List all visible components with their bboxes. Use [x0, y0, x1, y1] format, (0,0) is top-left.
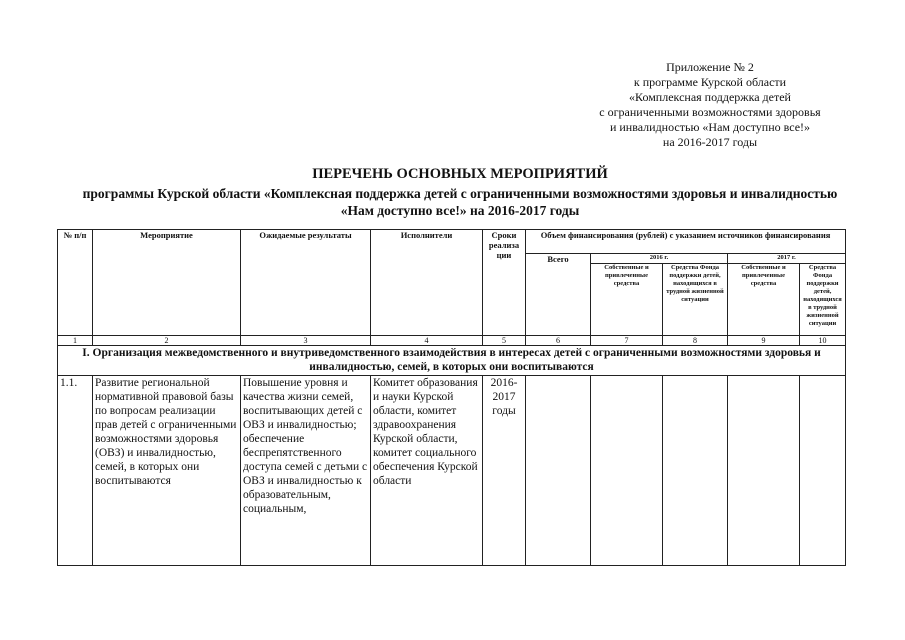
- annex-line-1: Приложение № 2: [666, 60, 754, 74]
- header-event: Мероприятие: [93, 230, 241, 336]
- column-number: 4: [371, 336, 483, 346]
- header-year-2016: 2016 г.: [591, 254, 728, 264]
- header-num: № п/п: [58, 230, 93, 336]
- header-year-2017: 2017 г.: [728, 254, 846, 264]
- annex-line-4: с ограниченными возможностями здоровья: [599, 105, 821, 119]
- header-fund-support-2017: Средства Фонда поддержки детей, находящихся в трудной жизненной ситуации: [800, 264, 846, 336]
- annex-line-5: и инвалидностью «Нам доступно все!»: [609, 120, 811, 134]
- section-title: I. Организация межведомственного и внутриведомственного взаимодействия в интересах детей с ограниченными возможностями здоровья и инвалидностью, семей, в которых они воспитываются: [58, 346, 846, 376]
- row-fund-2017: [800, 376, 846, 566]
- column-number: 9: [728, 336, 800, 346]
- header-results: Ожидаемые результаты: [241, 230, 371, 336]
- row-terms: 2016-2017 годы: [483, 376, 526, 566]
- table-row: [58, 376, 846, 566]
- annex-line-2: к программе Курской области: [633, 75, 787, 89]
- column-number: 3: [241, 336, 371, 346]
- document-title: ПЕРЕЧЕНЬ ОСНОВНЫХ МЕРОПРИЯТИЙ: [312, 166, 608, 182]
- header-own-funds-2017: Собственные и привлеченные средства: [728, 264, 800, 336]
- column-number: 7: [591, 336, 663, 346]
- row-event: Развитие региональной нормативной правовой базы по вопросам реализации прав детей с ограниченными возможностями здоровья (ОВЗ) и инвалидностью, семей, в которых они воспитываются: [93, 376, 241, 566]
- header-funding: Объем финансирования (рублей) с указанием источников финансирования: [526, 230, 846, 254]
- column-number: 6: [526, 336, 591, 346]
- annex-line-6: на 2016-2017 годы: [662, 135, 758, 149]
- row-own-2017: [728, 376, 800, 566]
- row-total: [526, 376, 591, 566]
- row-executors: Комитет образования и науки Курской области, комитет здравоохранения Курской области, комитет социального обеспечения Курской области: [371, 376, 483, 566]
- header-fund-support-2016: Средства Фонда поддержки детей, находящихся в трудной жизненной ситуации: [663, 264, 728, 336]
- row-num: 1.1.: [58, 376, 93, 566]
- annex-line-3: «Комплексная поддержка детей: [629, 90, 791, 104]
- column-number: 8: [663, 336, 728, 346]
- header-terms: Сроки реализа ции: [483, 230, 526, 336]
- column-number: 2: [93, 336, 241, 346]
- header-own-funds-2016: Собственные и привлеченные средства: [591, 264, 663, 336]
- annex-block: [560, 60, 860, 150]
- header-total: Всего: [526, 254, 591, 336]
- column-numbers-row: [58, 336, 846, 346]
- row-fund-2016: [663, 376, 728, 566]
- header-executors: Исполнители: [371, 230, 483, 336]
- column-number: 5: [483, 336, 526, 346]
- document-subtitle: программы Курской области «Комплексная поддержка детей с ограниченными возможностями здоровья и инвалидностью «Нам доступно все!» на 2016-2017 годы: [82, 186, 838, 218]
- row-results: Повышение уровня и качества жизни семей, воспитывающих детей с ОВЗ и инвалидностью; обеспечение беспрепятственного доступа семей с детьми с ОВЗ и инвалидностью к образовательным, социальным,: [241, 376, 371, 566]
- row-own-2016: [591, 376, 663, 566]
- events-table: [57, 229, 846, 566]
- column-number: 10: [800, 336, 846, 346]
- column-number: 1: [58, 336, 93, 346]
